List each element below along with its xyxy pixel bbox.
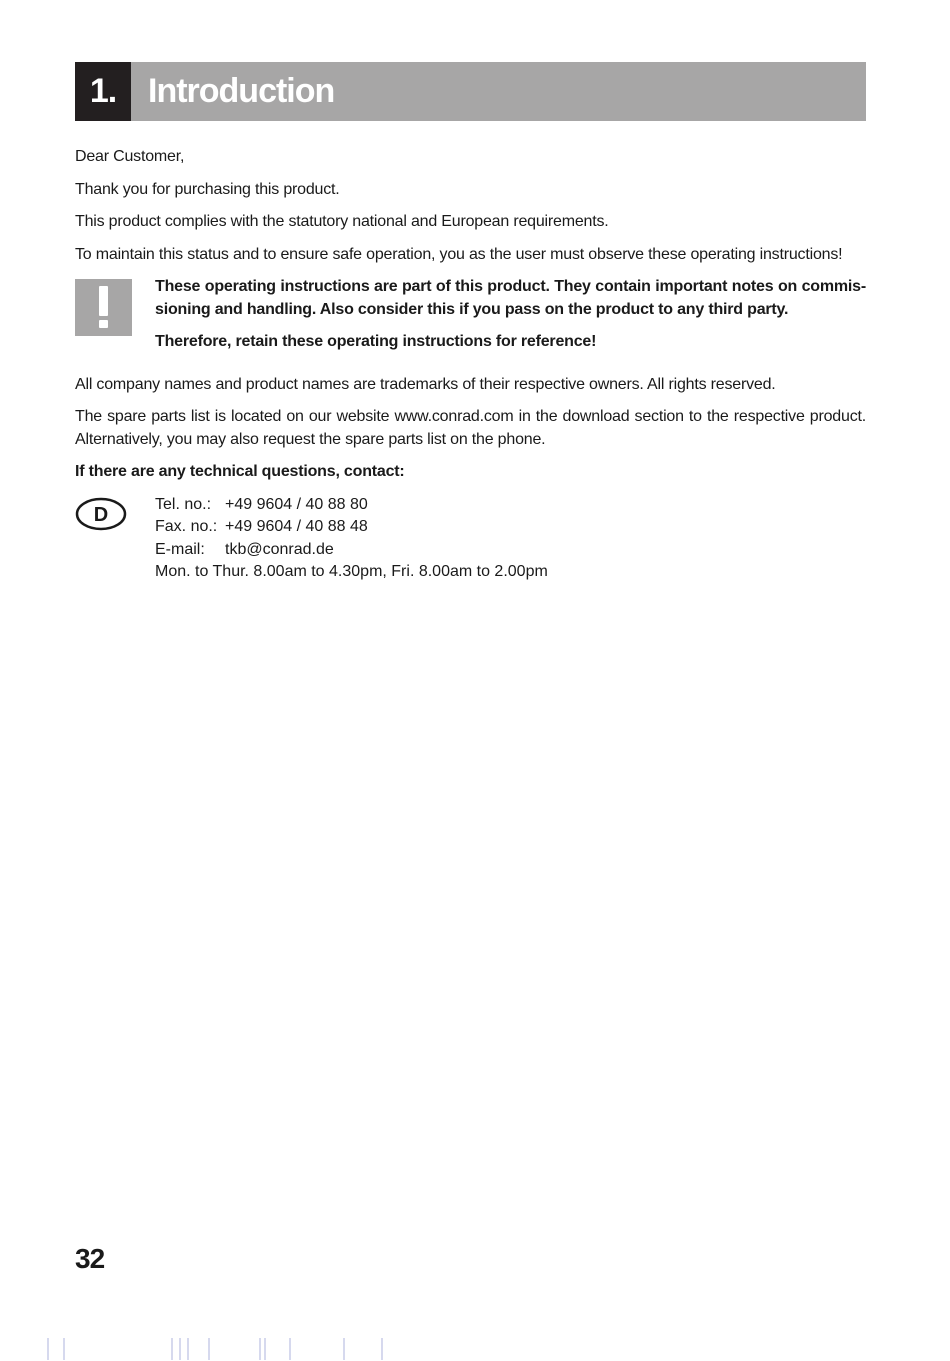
page-number: 32 xyxy=(75,1243,105,1274)
fax-row xyxy=(155,516,548,539)
warning-text-instructions: These operating instructions are part of this product. They contain important notes on commis-sioning and handling. Also consider this if you pass on the product to any third party. xyxy=(155,278,866,318)
spare-parts-text: The spare parts list is located on our website www.conrad.com in the download section to the respective product. Alternatively, you may also request the spare parts list on the phone. xyxy=(75,408,866,448)
hours-text: Mon. to Thur. 8.00am to 4.30pm, Fri. 8.00am to 2.00pm xyxy=(155,563,548,580)
tel-row xyxy=(155,494,548,517)
contact-lines xyxy=(155,494,548,584)
tel-label: Tel. no.: xyxy=(155,495,212,513)
trademarks-text: All company names and product names are trademarks of their respective owners. All rights reserved. xyxy=(75,375,776,393)
greeting-text: Dear Customer, xyxy=(75,148,185,165)
section-number: 1. xyxy=(75,62,131,121)
warning-text xyxy=(155,276,866,364)
hours-row xyxy=(155,561,548,584)
section-title: Introduction xyxy=(131,62,866,121)
email-value: tkb@conrad.de xyxy=(225,540,334,558)
maintain-text: To maintain this status and to ensure safe operation, you as the user must observe these operating instructions! xyxy=(75,245,843,263)
country-badge-icon xyxy=(75,497,127,531)
email-row xyxy=(155,539,548,562)
section-header xyxy=(75,62,866,121)
country-code: D xyxy=(93,503,109,526)
warning-notice xyxy=(75,276,866,364)
fax-label: Fax. no.: xyxy=(155,518,218,535)
compliance-text: This product complies with the statutory national and European requirements. xyxy=(75,213,609,230)
contact-block xyxy=(75,494,866,584)
thanks-text: Thank you for purchasing this product. xyxy=(75,180,340,198)
contact-heading: If there are any technical questions, contact: xyxy=(75,463,405,480)
email-label: E-mail: xyxy=(155,540,205,558)
exclamation-icon xyxy=(75,279,132,336)
tel-value: +49 9604 / 40 88 80 xyxy=(225,495,368,513)
content xyxy=(75,146,866,584)
fax-value: +49 9604 / 40 88 48 xyxy=(225,518,368,535)
warning-text-retain: Therefore, retain these operating instructions for reference! xyxy=(155,333,597,350)
print-marks xyxy=(0,1336,950,1361)
